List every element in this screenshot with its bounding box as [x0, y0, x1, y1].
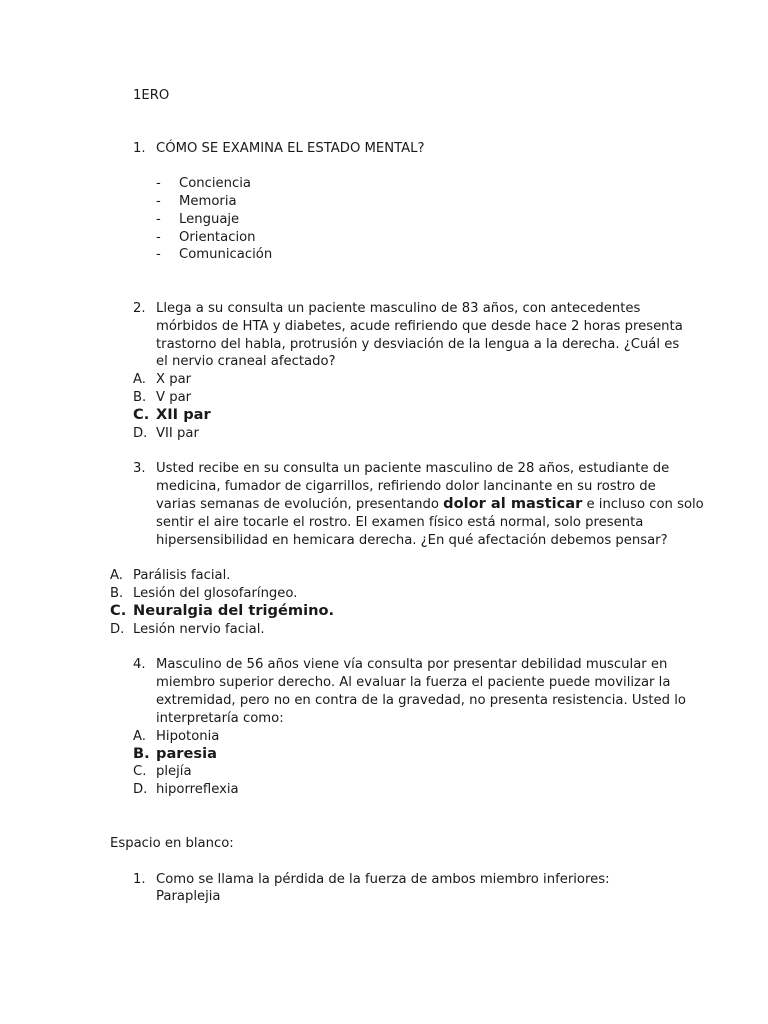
q4-text-line: interpretaría como:	[156, 711, 284, 726]
q4-option-letter: A.	[133, 729, 146, 744]
q2-option-text: V par	[156, 390, 192, 405]
q1-item: Orientacion	[179, 230, 256, 245]
q3-option-letter-correct: C.	[110, 602, 127, 619]
page-title: 1ERO	[133, 88, 170, 103]
q3-number: 3.	[133, 461, 146, 476]
q4-text-line: extremidad, pero no en contra de la gravedad, no presenta resistencia. Usted lo	[156, 693, 686, 708]
q4-option-text-correct: paresia	[156, 745, 217, 762]
q2-option-text: VII par	[156, 426, 199, 441]
q3-option-text: Lesión del glosofaríngeo.	[133, 586, 298, 601]
q4-option-text: hiporreflexia	[156, 782, 239, 797]
q2-option-letter: A.	[133, 372, 146, 387]
q2-text-line: el nervio craneal afectado?	[156, 354, 336, 369]
q3-option-letter: D.	[110, 622, 125, 637]
q4-option-letter-correct: B.	[133, 745, 150, 762]
q4-option-letter: C.	[133, 764, 147, 779]
q3-text-segment: varias semanas de evolución, presentando	[156, 497, 444, 512]
q1-bullet: -	[156, 176, 161, 191]
q2-option-text: X par	[156, 372, 192, 387]
q1-item: Comunicación	[179, 247, 273, 262]
q1-bullet: -	[156, 230, 161, 245]
s2-question: Como se llama la pérdida de la fuerza de ambos miembro inferiores:	[156, 872, 610, 887]
q3-highlight: dolor al masticar	[443, 495, 583, 512]
q4-option-text: Hipotonia	[156, 729, 220, 744]
q4-option-text: plejía	[156, 764, 192, 779]
q4-number: 4.	[133, 657, 146, 672]
q1-bullet: -	[156, 247, 161, 262]
q3-option-letter: B.	[110, 586, 124, 601]
q1-bullet: -	[156, 194, 161, 209]
q1-item: Lenguaje	[179, 212, 240, 227]
q1-number: 1.	[133, 141, 146, 156]
q2-text-line: trastorno del habla, protrusión y desviación de la lengua a la derecha. ¿Cuál es	[156, 337, 680, 352]
q1-text: CÓMO SE EXAMINA EL ESTADO MENTAL?	[156, 141, 425, 156]
q3-text-line: hipersensibilidad en hemicara derecha. ¿En qué afectación debemos pensar?	[156, 533, 668, 548]
q3-option-text-correct: Neuralgia del trigémino.	[133, 602, 335, 619]
q4-text-line: miembro superior derecho. Al evaluar la fuerza el paciente puede movilizar la	[156, 675, 671, 690]
q2-text-line: Llega a su consulta un paciente masculino de 83 años, con antecedentes	[156, 301, 641, 316]
q4-text-line: Masculino de 56 años viene vía consulta por presentar debilidad muscular en	[156, 657, 668, 672]
q1-item: Memoria	[179, 194, 237, 209]
q2-option-letter: B.	[133, 390, 147, 405]
q3-text-segment: e incluso con solo	[582, 497, 704, 512]
q3-option-text: Parálisis facial.	[133, 568, 231, 583]
q1-item: Conciencia	[179, 176, 252, 191]
q2-option-letter-correct: C.	[133, 406, 150, 423]
q2-number: 2.	[133, 301, 146, 316]
q3-text-line	[156, 495, 704, 514]
q3-text-line: Usted recibe en su consulta un paciente masculino de 28 años, estudiante de	[156, 461, 670, 476]
q3-text-line: medicina, fumador de cigarrillos, refiriendo dolor lancinante en su rostro de	[156, 479, 656, 494]
q1-bullet: -	[156, 212, 161, 227]
q3-option-letter: A.	[110, 568, 123, 583]
section-heading: Espacio en blanco:	[110, 836, 234, 851]
q3-text-line: sentir el aire tocarle el rostro. El examen físico está normal, solo presenta	[156, 515, 644, 530]
q2-text-line: mórbidos de HTA y diabetes, acude refiriendo que desde hace 2 horas presenta	[156, 319, 683, 334]
s2-answer: Paraplejia	[156, 889, 221, 904]
q4-option-letter: D.	[133, 782, 148, 797]
s2-number: 1.	[133, 872, 146, 887]
q2-option-letter: D.	[133, 426, 148, 441]
q3-option-text: Lesión nervio facial.	[133, 622, 265, 637]
q2-option-text-correct: XII par	[156, 406, 211, 423]
